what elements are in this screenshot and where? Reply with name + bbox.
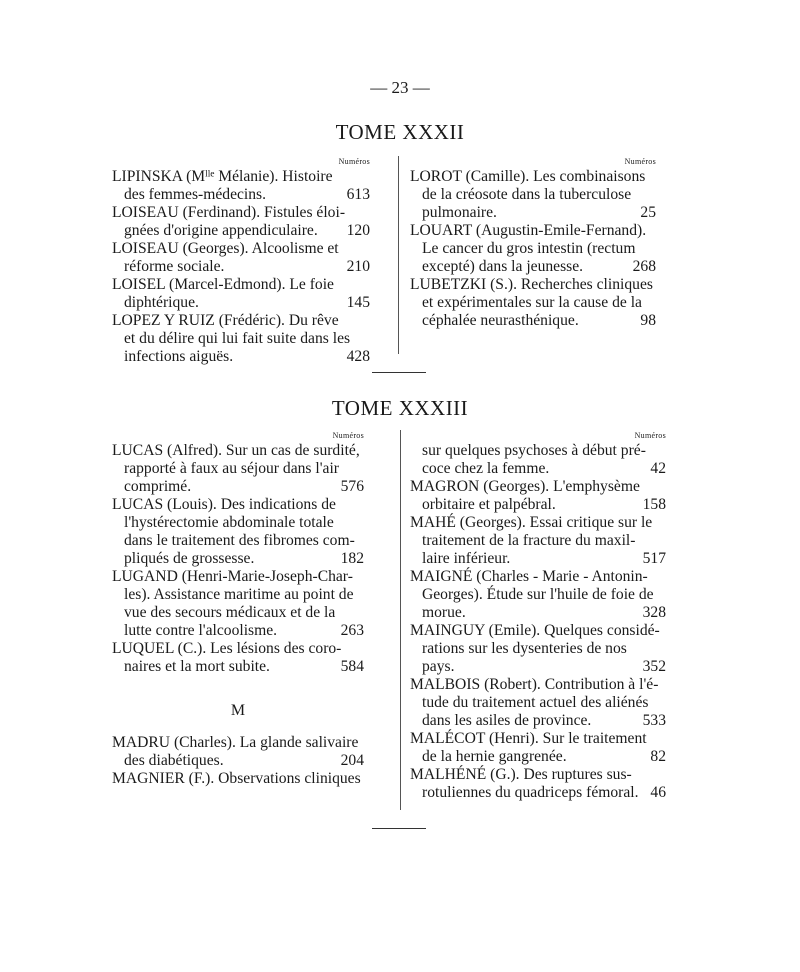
bibliography-entry xyxy=(112,312,370,366)
column-divider xyxy=(398,156,399,354)
entry-number: 158 xyxy=(642,496,666,513)
entry-line: céphalée neurasthénique. xyxy=(422,312,579,329)
entry-number: 584 xyxy=(340,658,364,675)
entry-number: 46 xyxy=(650,784,666,801)
entry-line: MADRU (Charles). La glande salivaire xyxy=(112,734,359,751)
entry-line: sur quelques psychoses à début pré- xyxy=(422,442,646,459)
entry-line: LOUART (Augustin-Emile-Fernand). xyxy=(410,222,647,239)
entry-line: rapporté à faux au séjour dans l'air xyxy=(124,460,339,477)
entry-line: LUGAND (Henri-Marie-Joseph-Char- xyxy=(112,568,353,585)
bibliography-entry xyxy=(410,478,666,514)
entry-number: 328 xyxy=(642,604,666,621)
entry-number: 145 xyxy=(346,294,370,311)
entry-line: laire inférieur. xyxy=(422,550,511,567)
entry-line: LUCAS (Louis). Des indications de xyxy=(112,496,336,513)
entry-line: LIPINSKA (Mˡˡᵉ Mélanie). Histoire xyxy=(112,168,333,185)
tome-xxxiii-title: TOME XXXIII xyxy=(331,396,469,420)
entry-line: MALHÉNÉ (G.). Des ruptures sus- xyxy=(410,766,632,783)
tome-xxxii-right-column xyxy=(410,156,656,330)
entry-number: 533 xyxy=(642,712,666,729)
bibliography-entry xyxy=(410,730,666,766)
bibliography-entry xyxy=(112,640,364,676)
numeros-label: Numéros xyxy=(338,157,370,166)
footer-rule xyxy=(372,828,426,829)
bibliography-entry xyxy=(410,568,666,622)
entry-number: 98 xyxy=(640,312,656,329)
entry-line: MAGRON (Georges). L'emphysème xyxy=(410,478,640,495)
entry-line: MAGNIER (F.). Observations cliniques xyxy=(112,770,361,787)
entry-line: l'hystérectomie abdominale totale xyxy=(124,514,334,531)
entry-line: MAINGUY (Emile). Quelques considé- xyxy=(410,622,660,639)
entry-line: orbitaire et palpébral. xyxy=(422,496,556,513)
entry-continuation xyxy=(410,442,666,478)
entry-number: 42 xyxy=(650,460,666,477)
entry-line: LOISEAU (Ferdinand). Fistules éloi- xyxy=(112,204,346,221)
entry-number: 613 xyxy=(346,186,370,203)
entry-line: MAHÉ (Georges). Essai critique sur le xyxy=(410,514,653,531)
entry-line: de la hernie gangrenée. xyxy=(422,748,567,765)
entry-line: naires et la mort subite. xyxy=(124,658,270,675)
entry-line: pays. xyxy=(422,658,455,675)
entry-line: LOISEL (Marcel-Edmond). Le foie xyxy=(112,276,334,293)
entry-line: Le cancer du gros intestin (rectum xyxy=(422,240,636,257)
entry-number: 182 xyxy=(340,550,364,567)
bibliography-entry xyxy=(410,622,666,676)
column-divider xyxy=(400,430,401,810)
bibliography-entry xyxy=(112,168,370,204)
section-separator-rule xyxy=(372,372,426,373)
entry-line: vue des secours médicaux et de la xyxy=(124,604,336,621)
entry-line: MAIGNÉ (Charles - Marie - Antonin- xyxy=(410,568,648,585)
entry-line: les). Assistance maritime au point de xyxy=(124,586,354,603)
entry-number: 263 xyxy=(340,622,364,639)
bibliography-entry xyxy=(410,676,666,730)
numeros-label: Numéros xyxy=(332,431,364,440)
bibliography-entry xyxy=(112,240,370,276)
entry-line: tude du traitement actuel des aliénés xyxy=(422,694,649,711)
entry-line: et du délire qui lui fait suite dans les xyxy=(124,330,351,347)
entry-number: 352 xyxy=(642,658,666,675)
entry-number: 517 xyxy=(642,550,666,567)
bibliography-entry xyxy=(112,568,364,640)
entry-line: LUQUEL (C.). Les lésions des coro- xyxy=(112,640,342,657)
bibliography-entry xyxy=(112,204,370,240)
entry-line: coce chez la femme. xyxy=(422,460,550,477)
bibliography-entry xyxy=(410,168,656,222)
entry-line: pulmonaire. xyxy=(422,204,497,221)
entry-number: 210 xyxy=(346,258,370,275)
bibliography-entry xyxy=(410,766,666,802)
entry-line: LOROT (Camille). Les combinaisons xyxy=(410,168,646,185)
entry-line: et expérimentales sur la cause de la xyxy=(422,294,642,311)
entry-number: 268 xyxy=(632,258,656,275)
entry-line: pliqués de grossesse. xyxy=(124,550,255,567)
entry-number: 204 xyxy=(340,752,364,769)
entry-line: comprimé. xyxy=(124,478,192,495)
letter-heading: M xyxy=(230,702,246,719)
entry-line: réforme sociale. xyxy=(124,258,225,275)
bibliography-entry xyxy=(112,442,364,496)
entry-number: 120 xyxy=(346,222,370,239)
tome-xxxii-title: TOME XXXII xyxy=(335,120,465,144)
entry-line: gnées d'origine appendiculaire. xyxy=(124,222,318,239)
entry-line: LOISEAU (Georges). Alcoolisme et xyxy=(112,240,339,257)
entry-line: MALBOIS (Robert). Contribution à l'é- xyxy=(410,676,659,693)
entry-number: 82 xyxy=(650,748,666,765)
entry-line: lutte contre l'alcoolisme. xyxy=(124,622,278,639)
entry-line: dans les asiles de province. xyxy=(422,712,592,729)
bibliography-entry xyxy=(112,734,364,770)
tome-xxxiii-right-column xyxy=(410,430,666,802)
bibliography-entry xyxy=(112,770,364,788)
entry-line: des femmes-médecins. xyxy=(124,186,267,203)
bibliography-entry xyxy=(410,222,656,276)
entry-number: 576 xyxy=(340,478,364,495)
entry-line: diphtérique. xyxy=(124,294,199,311)
tome-xxxiii-left-column xyxy=(112,430,364,788)
entry-line: dans le traitement des fibromes com- xyxy=(124,532,355,549)
entry-line: morue. xyxy=(422,604,466,621)
entry-line: MALÉCOT (Henri). Sur le traitement xyxy=(410,730,647,747)
tome-xxxii-left-column xyxy=(112,156,370,366)
entry-line: des diabétiques. xyxy=(124,752,224,769)
entry-line: Georges). Étude sur l'huile de foie de xyxy=(422,586,654,603)
entry-line: LOPEZ Y RUIZ (Frédéric). Du rêve xyxy=(112,312,339,329)
bibliography-entry xyxy=(410,276,656,330)
entry-number: 428 xyxy=(346,348,370,365)
entry-line: infections aiguës. xyxy=(124,348,234,365)
bibliography-entry xyxy=(410,514,666,568)
page-number: — 23 — xyxy=(370,78,430,97)
entry-line: rations sur les dysenteries de nos xyxy=(422,640,627,657)
entry-line: excepté) dans la jeunesse. xyxy=(422,258,584,275)
bibliography-entry xyxy=(112,496,364,568)
entry-line: LUBETZKI (S.). Recherches cliniques xyxy=(410,276,653,293)
entry-line: de la créosote dans la tuberculose xyxy=(422,186,632,203)
numeros-label: Numéros xyxy=(634,431,666,440)
entry-line: LUCAS (Alfred). Sur un cas de surdité, xyxy=(112,442,360,459)
bibliography-entry xyxy=(112,276,370,312)
entry-line: rotuliennes du quadriceps fémoral. xyxy=(422,784,639,801)
entry-line: traitement de la fracture du maxil- xyxy=(422,532,636,549)
numeros-label: Numéros xyxy=(624,157,656,166)
entry-number: 25 xyxy=(640,204,656,221)
